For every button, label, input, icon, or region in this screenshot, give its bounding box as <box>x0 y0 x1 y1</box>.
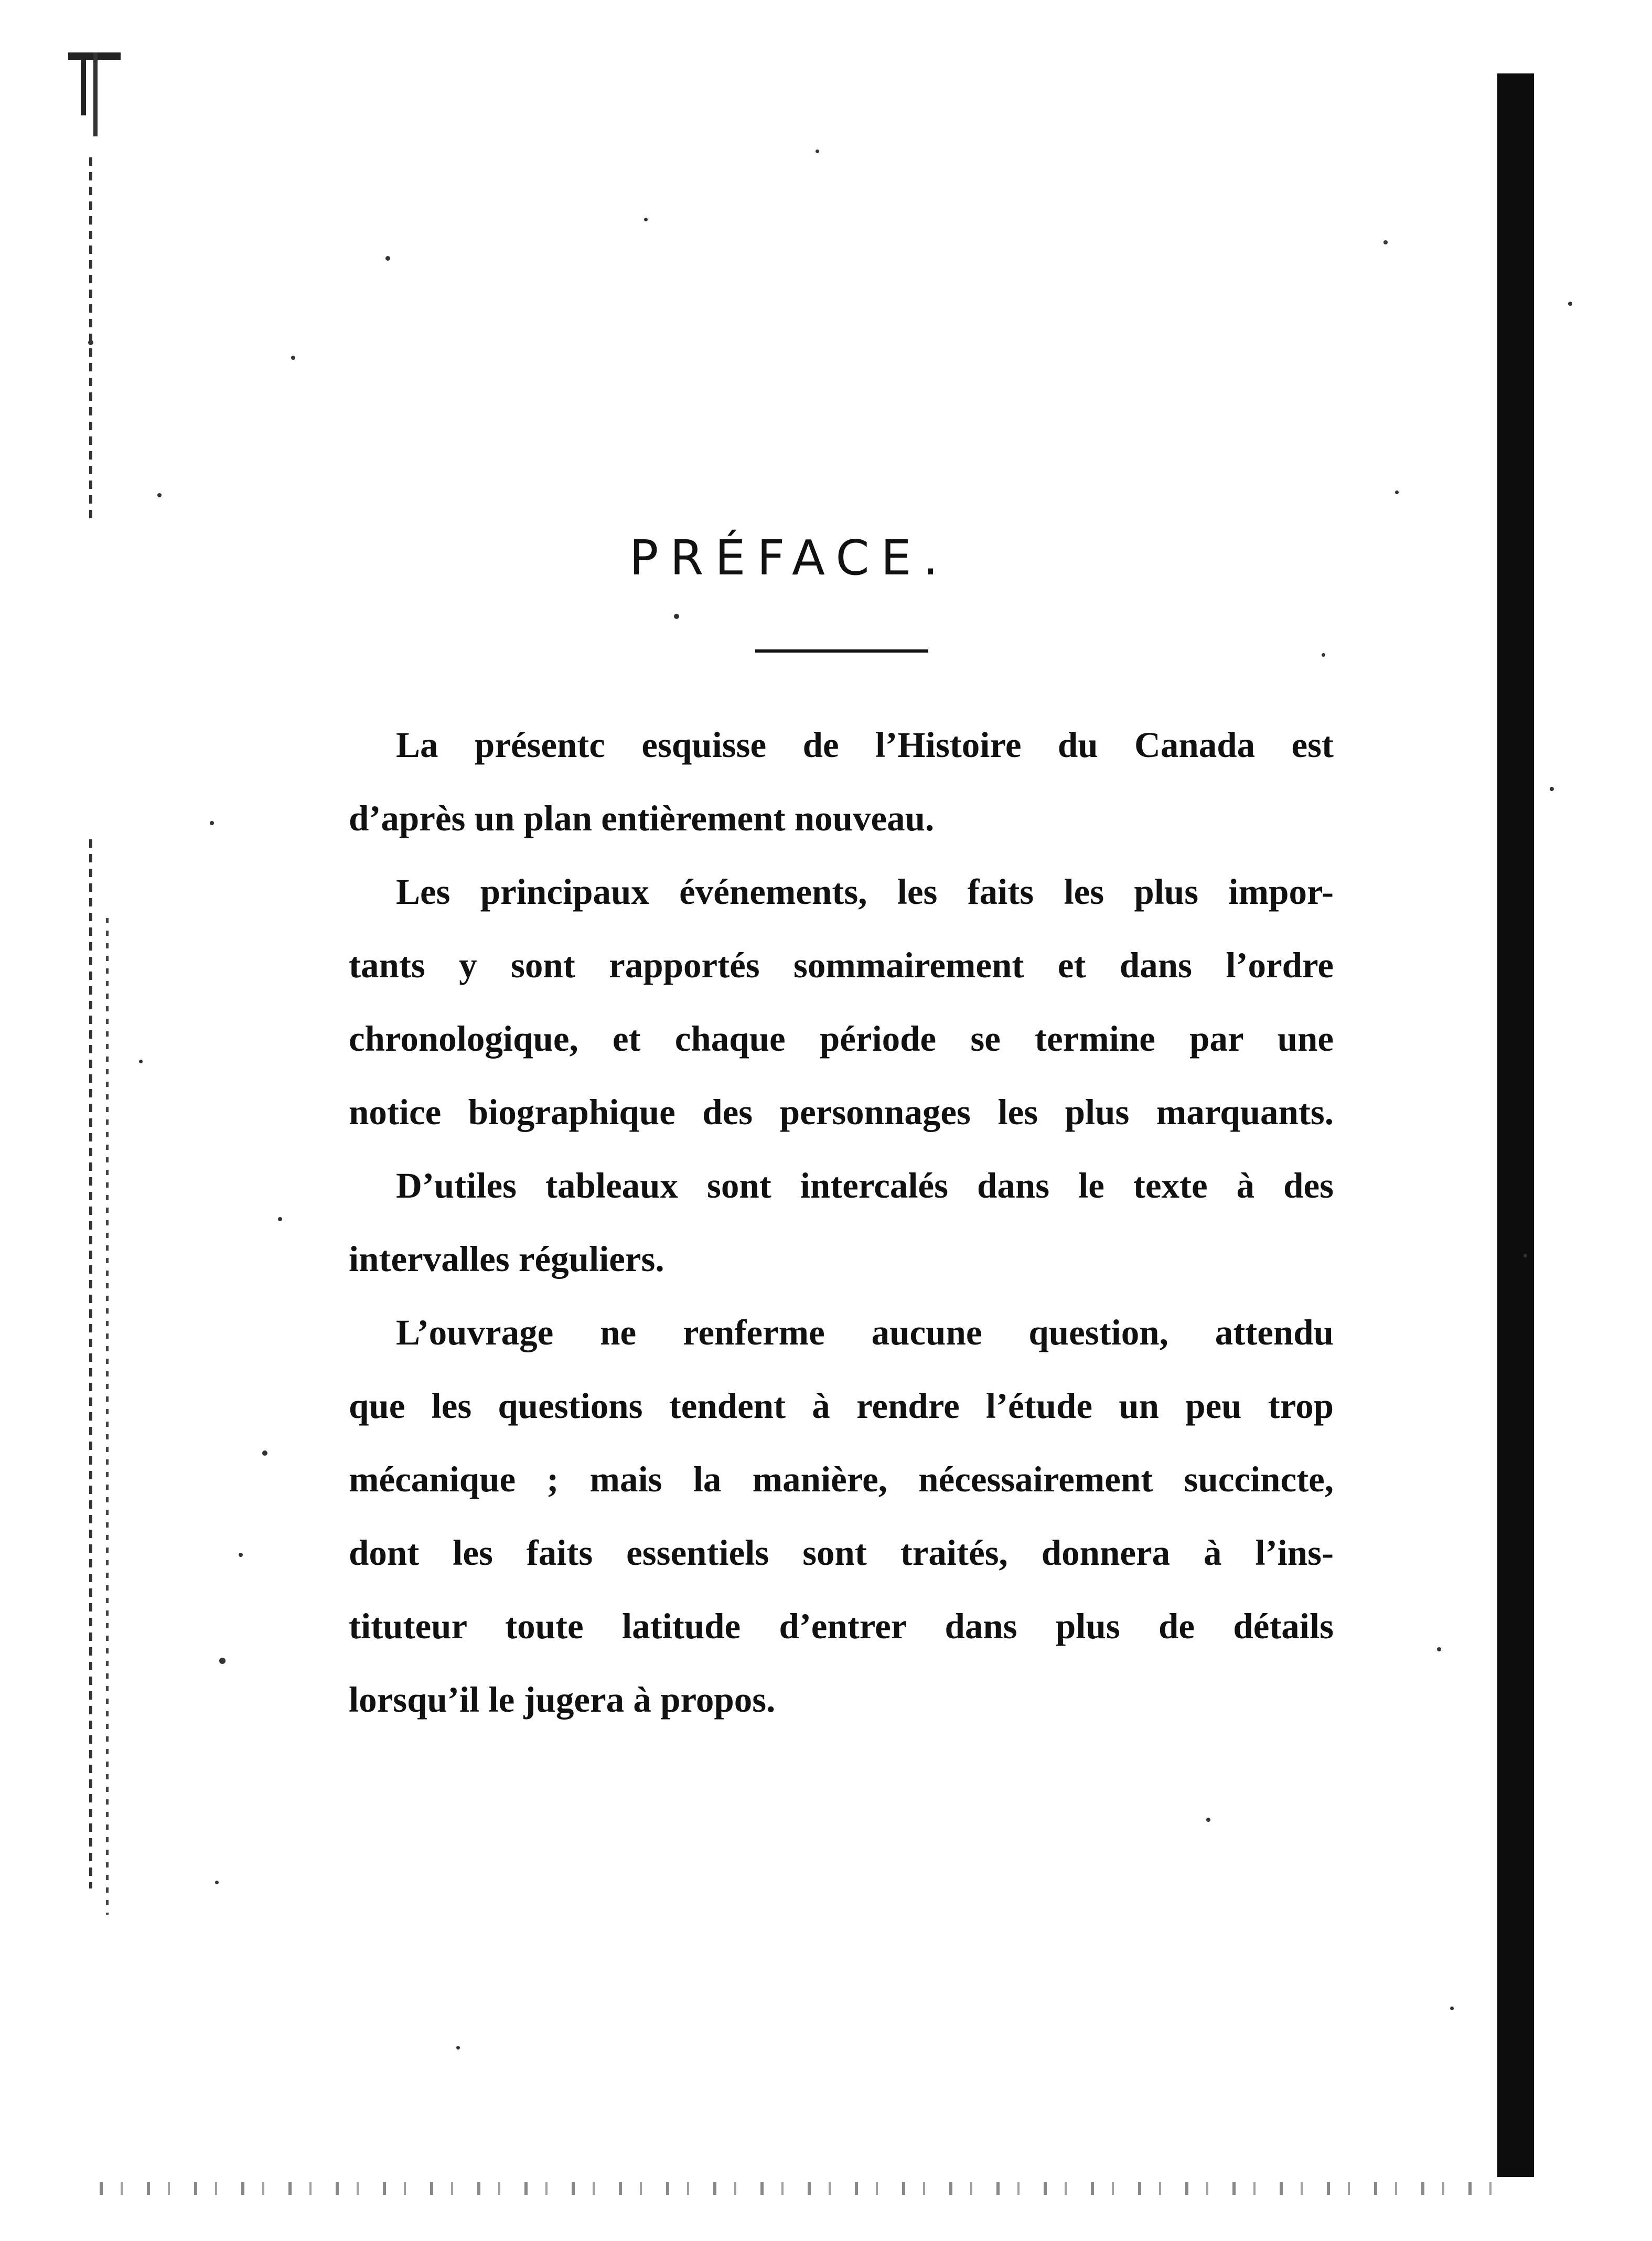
text-line: L’ouvrage ne renferme aucune question, attendu <box>396 1312 1334 1352</box>
paragraph <box>349 1296 1334 1736</box>
text-line: intervalles réguliers. <box>349 1239 664 1279</box>
text-line: dont les faits essentiels sont traités, donnera à l’ins- <box>349 1533 1334 1573</box>
scan-speck <box>456 2046 460 2050</box>
scan-speck <box>215 1881 219 1884</box>
title-rule <box>755 649 928 653</box>
scan-speck <box>139 1060 143 1063</box>
scan-speck <box>1383 240 1388 244</box>
scan-speck <box>1206 1818 1210 1822</box>
text-line: Les principaux événements, les faits les plus impor- <box>396 872 1334 912</box>
scan-speck <box>674 614 679 619</box>
scan-speck <box>816 150 819 153</box>
bottom-scan-noise <box>100 2182 1516 2195</box>
page-title: PRÉFACE. <box>629 530 950 586</box>
binding-edge-marks <box>68 52 126 1920</box>
corner-mark-stem-secondary <box>93 52 98 136</box>
text-line: notice biographique des personnages les plus marquants. <box>349 1092 1334 1132</box>
scan-speck <box>1322 653 1325 657</box>
preface-body <box>349 708 1334 1736</box>
scan-edge-bar <box>1497 73 1534 2177</box>
scan-speck <box>157 493 162 497</box>
scan-speck <box>1524 1254 1527 1257</box>
binding-dashes <box>106 918 109 1915</box>
paragraph <box>349 1149 1334 1296</box>
paragraph <box>349 855 1334 1149</box>
scan-speck <box>239 1553 243 1557</box>
scan-speck <box>1568 302 1572 306</box>
scan-speck <box>644 218 648 221</box>
text-line: d’après un plan entièrement nouveau. <box>349 798 935 838</box>
text-line: La présentc esquisse de l’Histoire du Canada est <box>396 725 1334 765</box>
corner-mark-stem <box>81 52 86 115</box>
scan-speck <box>262 1450 267 1456</box>
text-line: D’utiles tableaux sont intercalés dans le texte à des <box>396 1166 1334 1205</box>
text-line: que les questions tendent à rendre l’étude un peu trop <box>349 1386 1334 1426</box>
text-line: tants y sont rapportés sommairement et dans l’ordre <box>349 945 1334 985</box>
scan-speck <box>278 1217 282 1221</box>
scan-speck <box>88 340 93 345</box>
text-line: tituteur toute latitude d’entrer dans plus de détails <box>349 1606 1334 1646</box>
text-line: lorsqu’il le jugera à propos. <box>349 1680 776 1720</box>
scan-speck <box>1395 490 1399 494</box>
scan-speck <box>1550 787 1554 791</box>
binding-dashes <box>89 839 92 1888</box>
text-line: mécanique ; mais la manière, nécessairement succincte, <box>349 1459 1334 1499</box>
scan-speck <box>210 821 214 825</box>
scan-speck <box>1437 1647 1441 1651</box>
paragraph <box>349 708 1334 855</box>
scan-speck <box>1450 2007 1454 2010</box>
scan-speck <box>385 256 390 261</box>
text-line: chronologique, et chaque période se termine par une <box>349 1019 1334 1059</box>
scan-speck <box>219 1658 226 1664</box>
scan-speck <box>291 356 295 360</box>
